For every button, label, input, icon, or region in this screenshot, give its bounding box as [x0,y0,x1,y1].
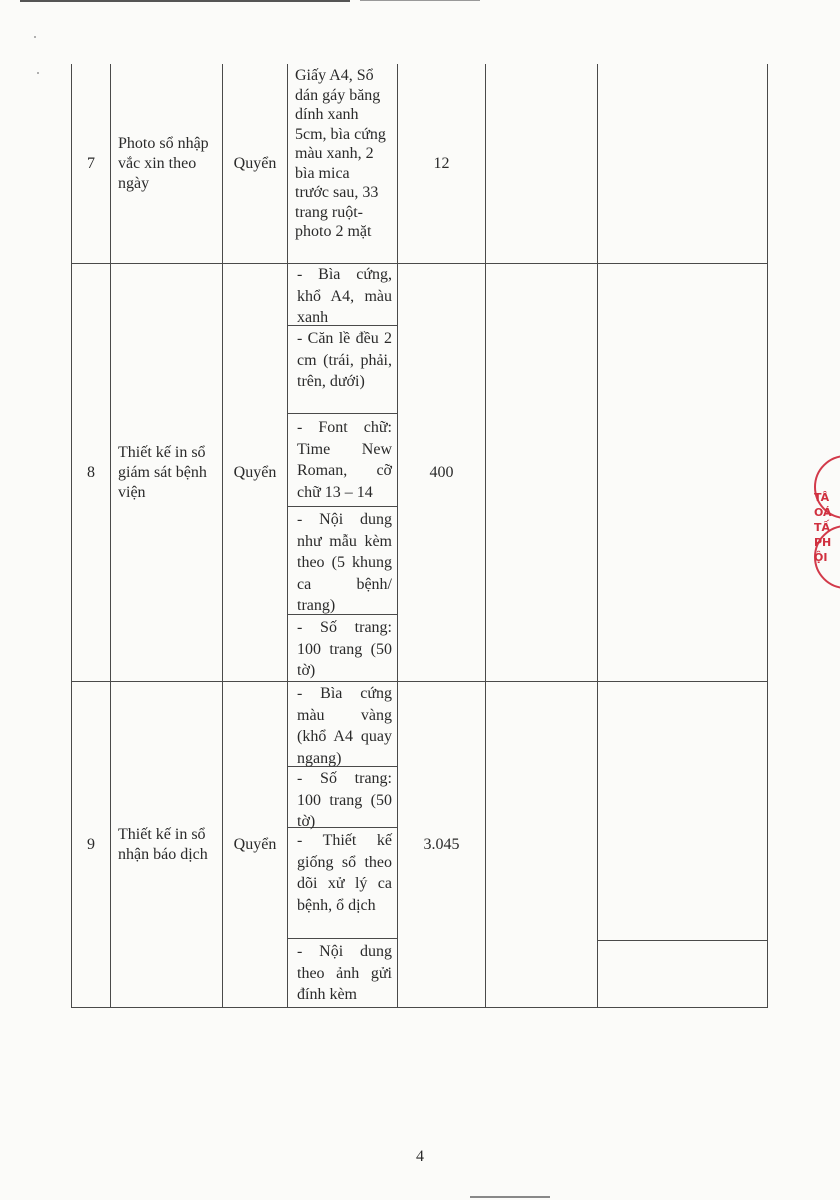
quantity: 400 [429,463,454,481]
item-name: Thiết kế in sổ nhận báo dịch [118,825,208,863]
spec-text: - Font chữ: Time New Roman, cỡ chữ 13 – 14 [297,419,392,501]
quantity: 3.045 [423,835,460,853]
scan-edge-line [470,1196,550,1198]
notes-divider [598,940,768,941]
spec-divider [288,413,397,414]
column-divider [597,64,598,1008]
spec-text: - Căn lề đều 2 cm (trái, phải, trên, dưới) [297,330,392,390]
page-number: 4 [416,1148,424,1165]
table-border-bottom [71,1007,768,1008]
quantity: 12 [433,154,450,172]
scan-speck [37,72,39,74]
stamp-text: TÂ OÁ TẤ PH ỘI [814,491,832,564]
column-divider [485,64,486,1008]
spec-text: - Bìa cứng, khổ A4, màu xanh [297,266,392,326]
unit: Quyển [233,154,277,172]
spec-text: - Nội dung theo ảnh gửi đính kèm [297,943,392,1003]
item-name: Photo sổ nhập vắc xin theo ngày [118,134,209,192]
spec-text: - Bìa cứng màu vàng (khổ A4 quay ngang) [297,685,392,767]
unit: Quyển [233,835,277,853]
row-number: 7 [87,154,95,172]
scan-edge-line [360,0,480,1]
item-name: Thiết kế in sổ giám sát bệnh viện [118,443,207,501]
row-number: 8 [87,463,95,481]
scan-speck [34,36,36,38]
spec-text: - Số trang: 100 trang (50 tờ) [297,619,392,679]
row-number: 9 [87,835,95,853]
column-divider [110,64,111,1008]
red-stamp [806,455,840,595]
spec-divider [288,506,397,507]
table-border-right [767,64,768,1008]
spec-text: - Thiết kế giống sổ theo dõi xử lý ca bệnh, ổ dịch [297,832,392,914]
scan-edge-line [20,0,350,2]
column-divider [287,64,288,1008]
spec-text: Giấy A4, Sổ dán gáy băng dính xanh 5cm, bìa cứng màu xanh, 2 bìa mica trước sau, 33 trang ruột- photo 2 mặt [295,67,386,240]
unit: Quyển [233,463,277,481]
spec-text: - Số trang: 100 trang (50 tờ) [297,770,392,830]
spec-text: - Nội dung như mẫu kèm theo (5 khung ca bệnh/ trang) [297,511,392,614]
spec-divider [288,938,397,939]
